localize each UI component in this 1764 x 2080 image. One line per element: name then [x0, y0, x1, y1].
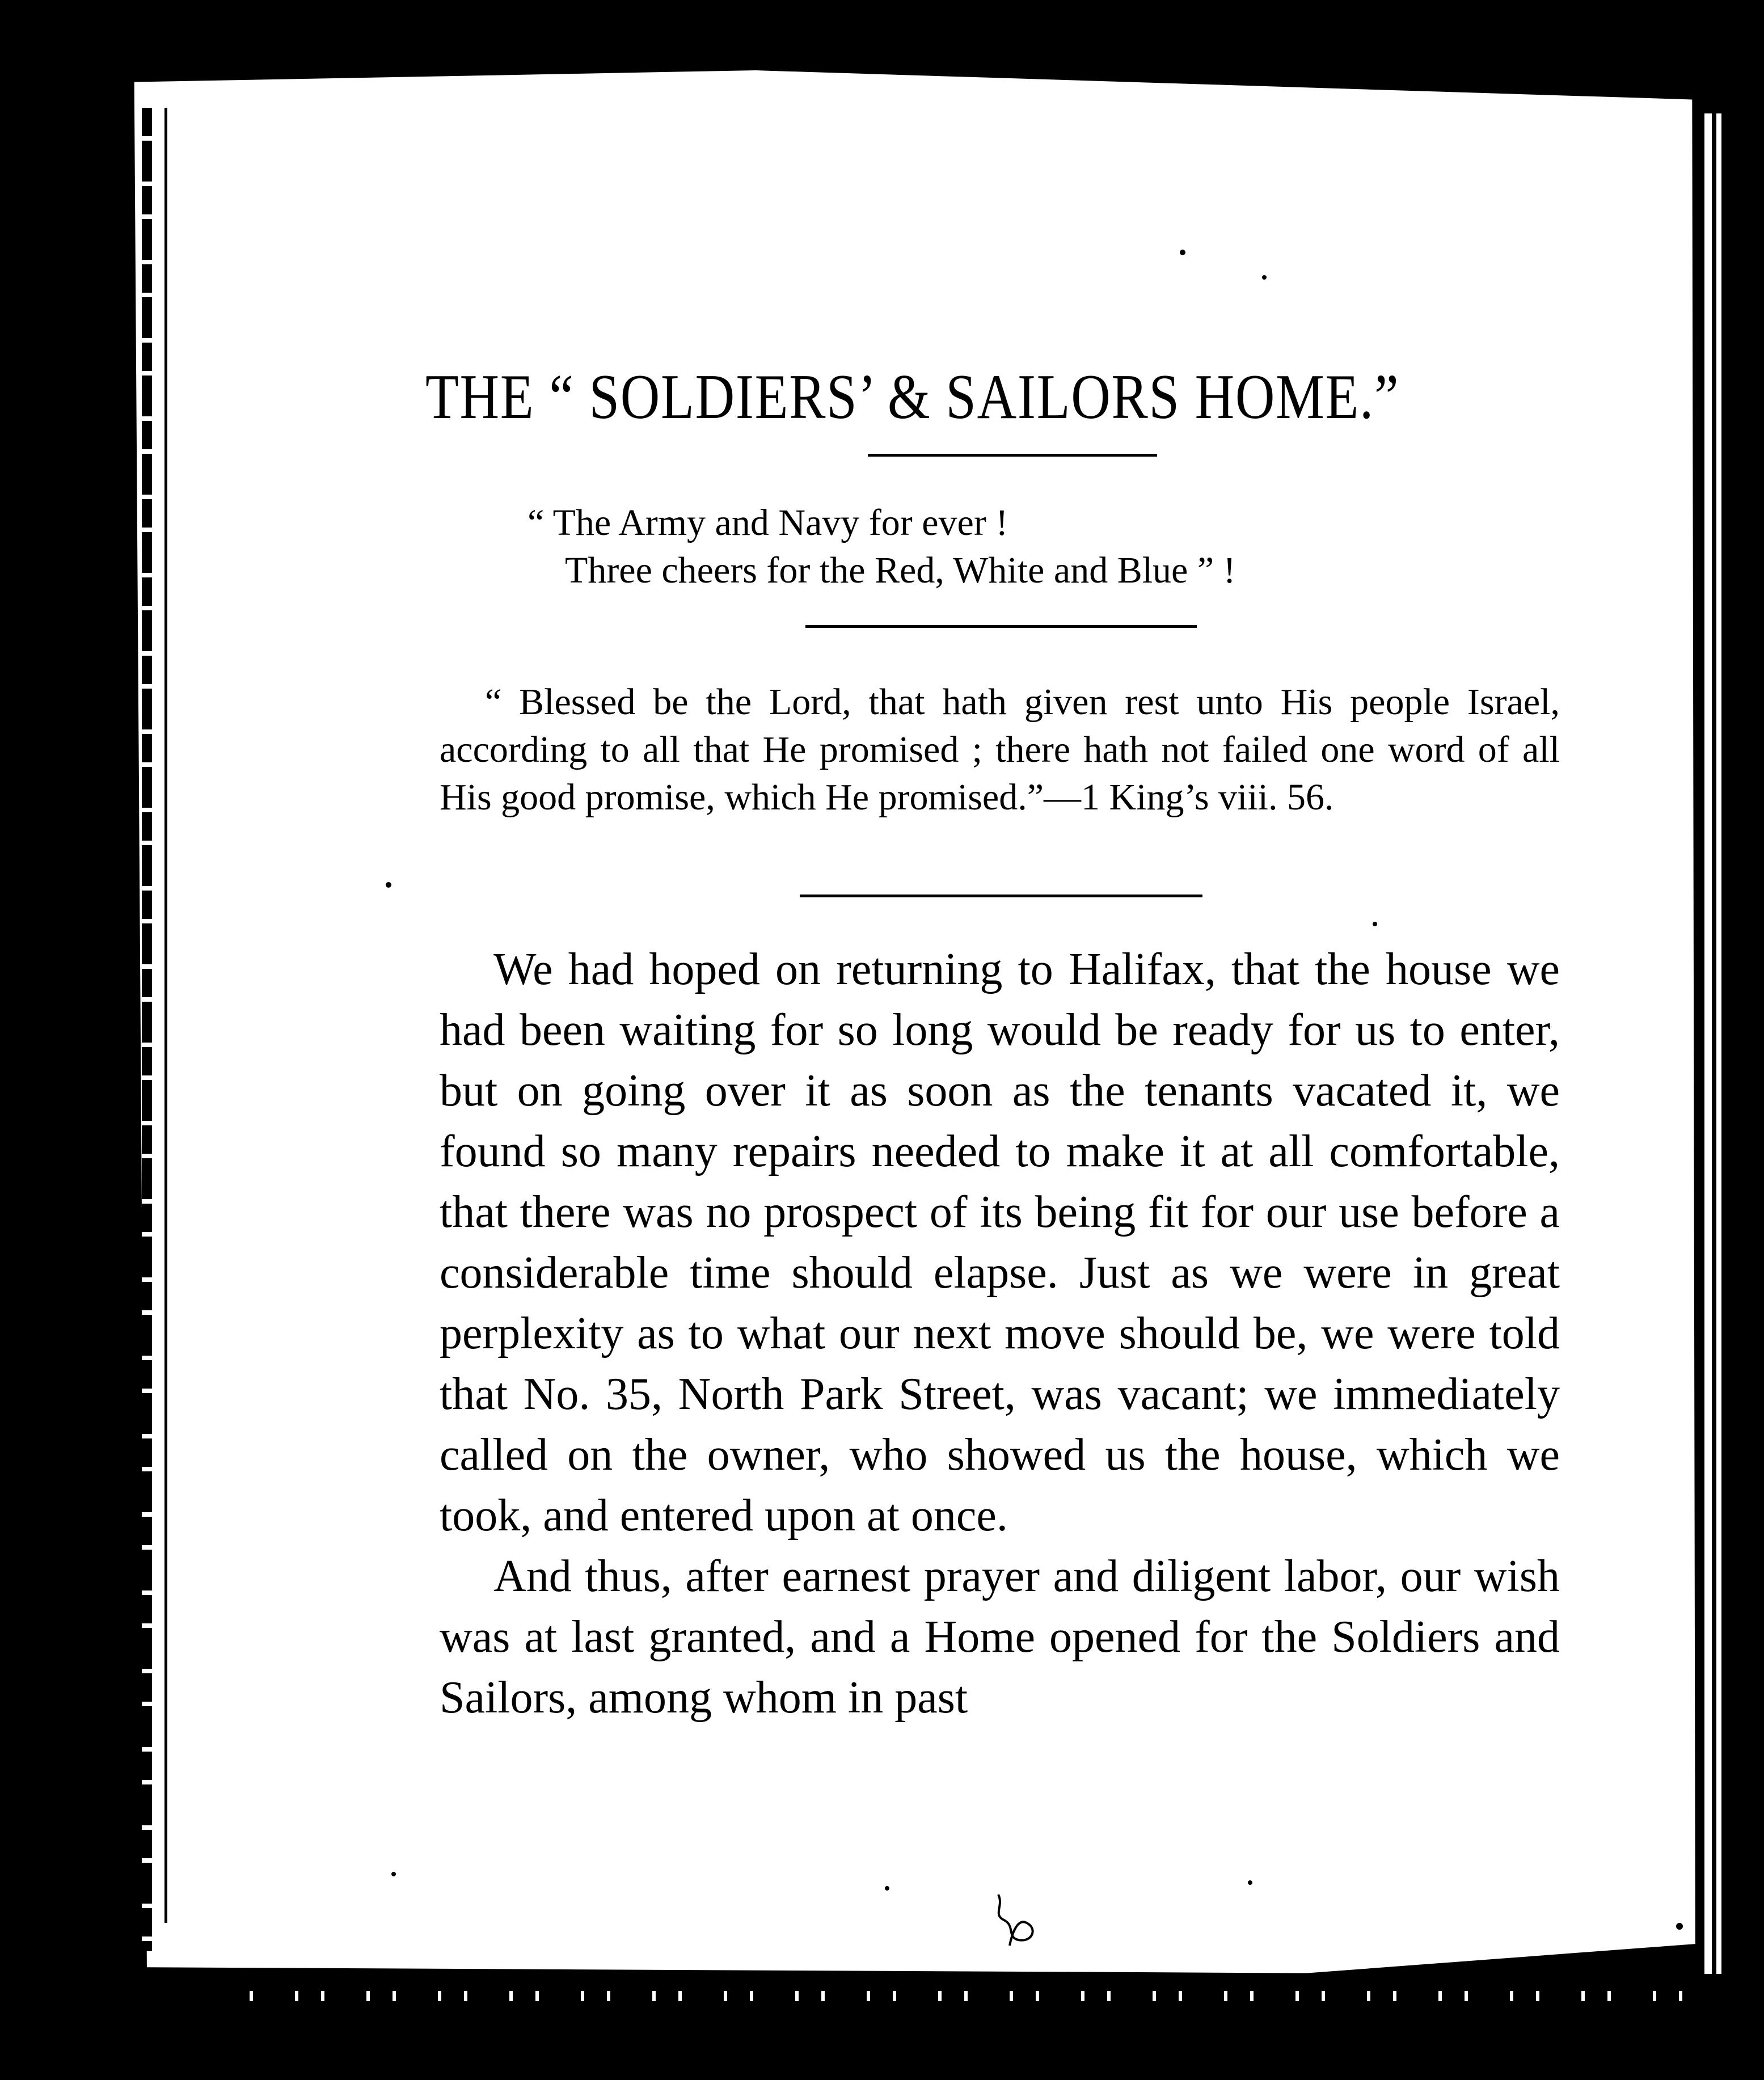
ink-speck	[1180, 250, 1185, 255]
ink-speck	[1676, 1923, 1683, 1930]
scripture-text: “ Blessed be the Lord, that hath given rest unto His people Israel, according to all that He promised ; there hath not failed one word of all His good promise, which He promised.”—1 King’s viii. 56.	[440, 681, 1560, 818]
ink-mark-icon	[987, 1889, 1049, 1951]
epigraph-line-2: Three cheers for the Red, White and Blue ” !	[565, 550, 1236, 591]
title-rule	[868, 454, 1157, 457]
ink-speck	[1373, 922, 1377, 926]
scripture-rule	[800, 895, 1202, 897]
page-edge-bottom	[227, 1991, 1696, 2001]
epigraph-line-1: “ The Army and Navy for ever !	[527, 502, 1008, 543]
ink-speck	[1262, 275, 1267, 280]
ink-speck	[1248, 1880, 1252, 1885]
page-title: THE “ SOLDIERS’ & SAILORS HOME.”	[425, 362, 1400, 432]
body-paragraph: We had hoped on returning to Halifax, that the house we had been waiting for so long would be ready for us to enter, but on going over it as soon as the tenants vacated it, we found so many repairs needed to make it at all comfortable, that there was no prospect of its being fit for our use before a considerable time should elapse. Just as we were in great perplexity as to what our next move should be, we were told that No. 35, North Park Street, was vacant; we immediately called on the owner, who showed us the house, which we took, and entered upon at once.	[440, 944, 1560, 1541]
ink-speck	[885, 1886, 889, 1891]
body-paragraph: And thus, after earnest prayer and diligent labor, our wish was at last granted, and a Home opened for the Soldiers and Sailors, among whom in past	[440, 1551, 1560, 1723]
page-edge-left-line	[164, 108, 167, 1923]
epigraph	[527, 499, 1492, 594]
epigraph-rule	[805, 625, 1197, 628]
ink-speck	[391, 1872, 396, 1876]
ink-speck	[386, 882, 391, 888]
page-edge-left	[142, 108, 152, 1951]
scripture-quote	[440, 678, 1560, 821]
page-edge-right-line	[1712, 113, 1716, 1974]
body-text	[440, 939, 1560, 1728]
